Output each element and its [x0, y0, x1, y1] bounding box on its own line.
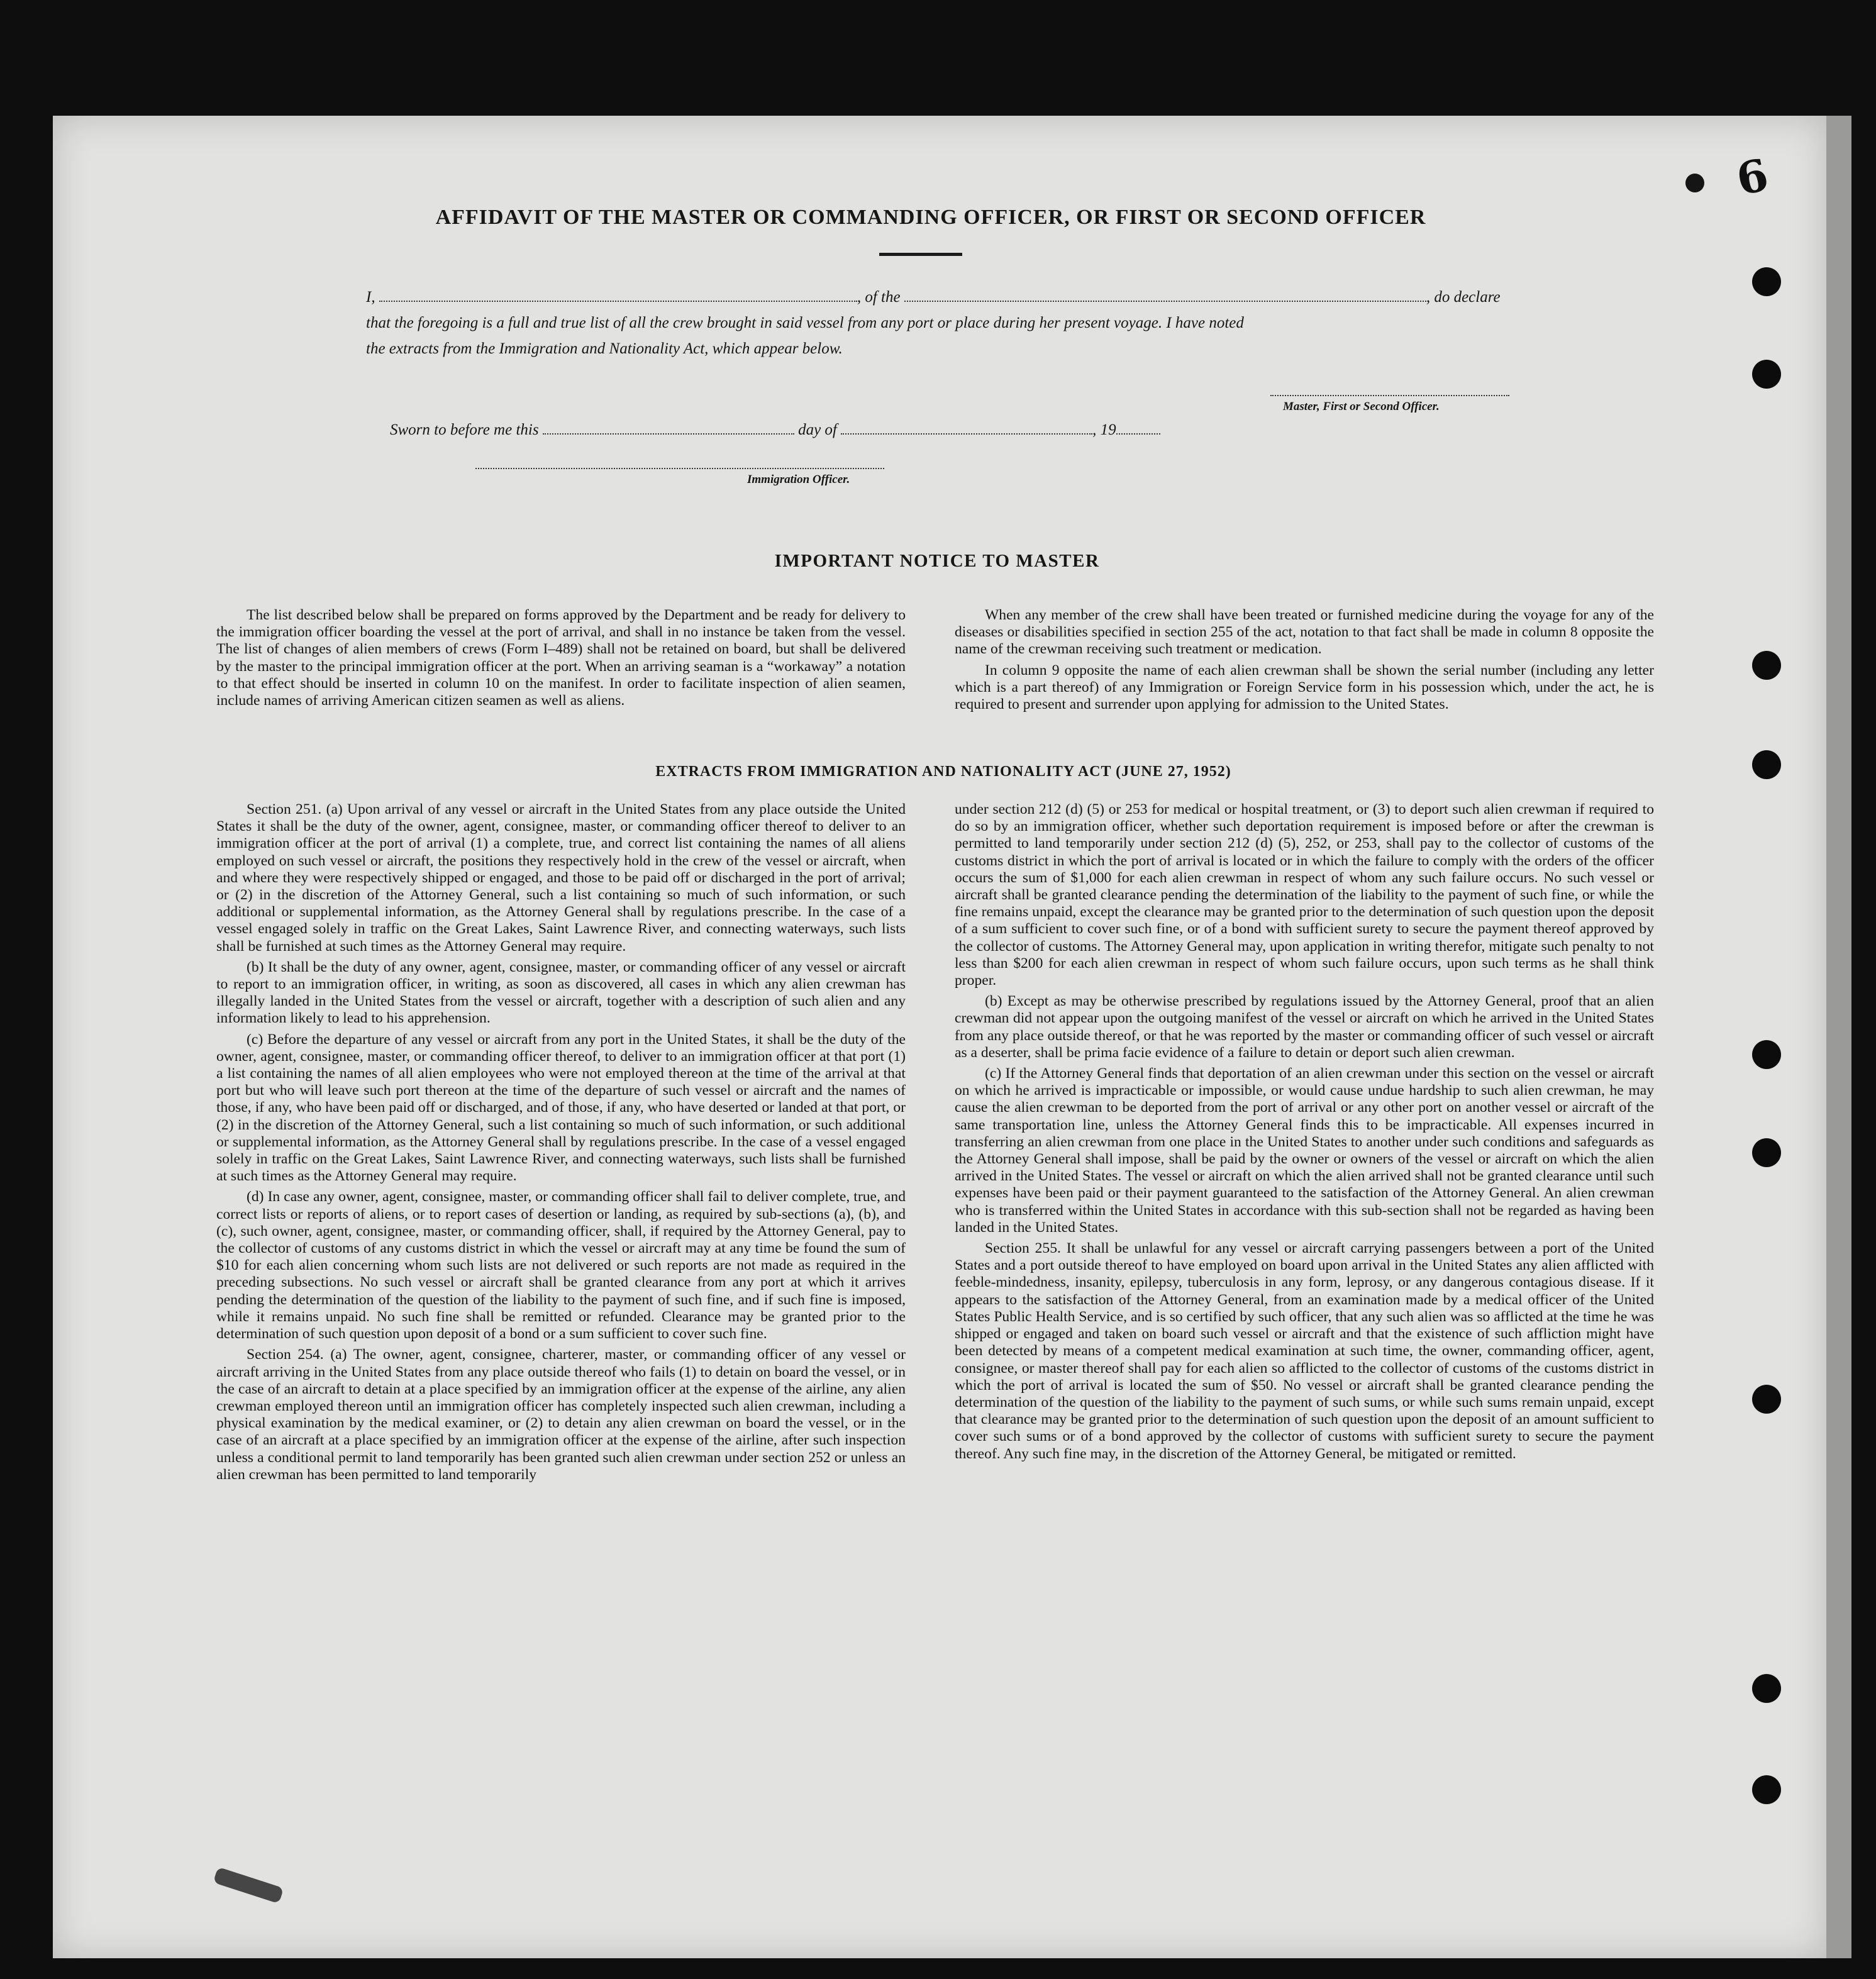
declaration-block — [366, 284, 1511, 362]
punch-hole-icon — [1752, 1775, 1781, 1804]
punch-hole-icon — [1752, 1138, 1781, 1167]
page-edge-strip — [1826, 116, 1851, 1958]
section-251-b: (b) It shall be the duty of any owner, agent, consignee, master, or commanding officer of any vessel or aircraft to report to an immigration officer, in writing, as soon as discovered, all cases in which any alien crewman has illegally landed in the United States from the vessel or aircraft, together with a description of such alien and any information likely to lead to his apprehension. — [216, 958, 906, 1027]
punch-hole-icon — [1752, 267, 1781, 296]
master-signature-field[interactable] — [1270, 395, 1509, 396]
sworn-month-field[interactable] — [841, 422, 1092, 435]
extracts-heading: EXTRACTS FROM IMMIGRATION AND NATIONALITY ACT (JUNE 27, 1952) — [655, 763, 1231, 780]
immigration-officer-signature-field[interactable] — [475, 468, 884, 469]
punch-hole-icon — [1752, 651, 1781, 680]
declaration-line-3: the extracts from the Immigration and Nationality Act, which appear below. — [366, 340, 843, 357]
do-declare-label: , do declare — [1426, 289, 1501, 306]
title-underline — [879, 253, 962, 256]
declaration-line-1 — [366, 284, 1511, 310]
punch-hole-icon — [1752, 360, 1781, 389]
ink-dot-icon — [1685, 174, 1704, 192]
handwritten-page-number: 6 — [1731, 148, 1773, 206]
declaration-line-2: that the foregoing is a full and true list of all the crew brought in said vessel from any port or place during her present voyage. I have noted — [366, 314, 1244, 331]
section-254-c: (c) If the Attorney General finds that deportation of an alien crewman under this section on the vessel or aircraft on which he arrived is impracticable or impossible, or would cause undue hardship to such alien crewman, he may cause the alien crewman to be deported from the port of arrival or any other port on another vessel or aircraft of the same transportation line, unless the Attorney General finds this to be impracticable. All expenses incurred in transferring an alien crewman from one place in the United States to another under such conditions and safeguards as the Attorney General shall impose, shall be paid by the owner or owners of the vessel or aircraft on which the alien arrived in the United States. The vessel or aircraft on which the alien arrived shall not be granted clearance until such expenses have been paid or their payment guaranteed to the satisfaction of the Attorney General. An alien crewman who is transferred within the United States in accordance with this sub-section shall not be regarded as having been landed in the United States. — [955, 1065, 1654, 1236]
punch-hole-icon — [1752, 1040, 1781, 1069]
declarant-name-field[interactable] — [379, 289, 857, 302]
notice-left-column — [216, 607, 906, 713]
sworn-year-field[interactable] — [1116, 422, 1160, 435]
section-251-a: Section 251. (a) Upon arrival of any vessel or aircraft in the United States from any place outside the United States it shall be the duty of the owner, agent, consignee, master, or commanding officer thereof to deliver to an immigration officer at the port of arrival (1) a complete, true, and correct list containing the names of all aliens employed on such vessel or aircraft, the positions they respectively hold in the crew of the vessel or aircraft, when and where they were respectively shipped or engaged, and those to be paid off or discharged in the port of arrival; or (2) in the discretion of the Attorney General, such a list containing so much of such information, or such additional or supplemental information, as the Attorney General shall by regulations prescribe. In the case of a vessel engaged solely in traffic on the Great Lakes, Saint Lawrence River, and connecting waterways, such lists shall be furnished at such times as the Attorney General may require. — [216, 801, 906, 955]
notice-right-column — [955, 607, 1654, 717]
year-prefix: , 19 — [1092, 421, 1116, 438]
immigration-officer-label: Immigration Officer. — [747, 473, 850, 486]
extracts-right-column — [955, 801, 1654, 1466]
sworn-prefix: Sworn to before me this — [390, 421, 539, 438]
master-signature-label: Master, First or Second Officer. — [1283, 400, 1440, 413]
day-of-label: day of — [798, 421, 837, 438]
punch-hole-icon — [1752, 750, 1781, 779]
notice-paragraph: In column 9 opposite the name of each alien crewman shall be shown the serial number (including any letter which is a part thereof) of any Immigration or Foreign Service form in his possession which, under the act, he is required to present and surrender upon applying for admission to the United States. — [955, 662, 1654, 713]
punch-hole-icon — [1752, 1385, 1781, 1414]
sworn-day-field[interactable] — [543, 422, 794, 435]
section-255: Section 255. It shall be unlawful for any vessel or aircraft carrying passengers between a port of the United States and a port outside thereof to have employed on board upon arrival in the United States any alien afflicted with feeble-mindedness, insanity, epilepsy, tuberculosis in any form, leprosy, or any dangerous contagious disease. If it appears to the satisfaction of the Attorney General, from an examination made by a medical officer of the United States Public Health Service, and is so certified by such officer, that any such alien was so afflicted at the time he was shipped or engaged and taken on board such vessel or aircraft and that the existence of such affliction might have been detected by means of a competent medical examination at such time, the owner, commanding officer, agent, consignee, or master thereof shall pay for each alien so afflicted to the collector of customs of the customs district in which the port of arrival is located the sum of $50. No vessel or aircraft shall be granted clearance pending the determination of the question of the liability to the payment of such sums, or while such sums remain unpaid, except that clearance may be granted prior to the determination of such question upon the deposit of an amount sufficient to cover such sums or of a bond approved by the collector of customs with sufficient surety to secure the payment thereof. Any such fine may, in the discretion of the Attorney General, be mitigated or remitted. — [955, 1240, 1654, 1462]
affidavit-title: AFFIDAVIT OF THE MASTER OR COMMANDING OFFICER, OR FIRST OR SECOND OFFICER — [435, 206, 1426, 229]
extracts-left-column — [216, 801, 906, 1487]
notice-paragraph: When any member of the crew shall have been treated or furnished medicine during the voyage for any of the diseases or disabilities specified in section 255 of the act, notation to that fact shall be made in column 8 opposite the name of the crewman receiving such treatment or medication. — [955, 607, 1654, 658]
section-254-b: (b) Except as may be otherwise prescribed by regulations issued by the Attorney General, proof that an alien crewman did not appear upon the outgoing manifest of the vessel or aircraft on which he arrived in the United States from any place outside thereof, or that he was reported by the master or commanding officer of such vessel or aircraft as a deserter, shall be prima facie evidence of a failure to detain or deport such alien crewman. — [955, 993, 1654, 1061]
punch-hole-icon — [1752, 1674, 1781, 1703]
section-251-c: (c) Before the departure of any vessel or aircraft from any port in the United States, it shall be the duty of the owner, agent, consignee, master, or commanding officer thereof, to deliver to an immigration officer at that port (1) a list containing the names of all alien employees who were not employed thereon at the time of the arrival at that port but who will leave such port thereon at the time of the departure of such vessel or aircraft and the names of those, if any, who have been paid off or discharged, and of those, if any, who have deserted or landed at that port, or (2) in the discretion of the Attorney General, such a list containing so much of such information, or such additional or supplemental information, as the Attorney General shall by regulations prescribe. In the case of a vessel engaged solely in traffic on the Great Lakes, Saint Lawrence River, and connecting waterways, such lists shall be furnished at such times as the Attorney General may require. — [216, 1031, 906, 1185]
notice-paragraph: The list described below shall be prepared on forms approved by the Department and be ready for delivery to the immigration officer boarding the vessel at the port of arrival, and shall in no instance be taken from the vessel. The list of changes of alien members of crews (Form I–489) shall not be retained on board, but shall be delivered by the master to the principal immigration officer at the port. When an arriving seaman is a “workaway” a notation to that effect should be inserted in column 10 on the manifest. In order to facilitate inspection of alien seamen, include names of arriving American citizen seamen as well as aliens. — [216, 607, 906, 709]
of-the-label: , of the — [857, 289, 901, 306]
notice-heading: IMPORTANT NOTICE TO MASTER — [774, 551, 1100, 571]
section-251-d: (d) In case any owner, agent, consignee, master, or commanding officer shall fail to deliver complete, true, and correct lists or reports of aliens, or to report cases of desertion or landing, as required by sub-sections (a), (b), and (c), such owner, agent, consignee, master, or commanding officer, shall, if required by the Attorney General, pay to the collector of customs of any customs district in which the vessel or aircraft may at any time be found the sum of $10 for each alien concerning whom such lists are not delivered or such reports are not made as required in the preceding subsections. No such vessel or aircraft shall be granted clearance from any port at which it arrives pending the determination of the question of the liability to the payment of such fine, and if such fine is imposed, while it remains unpaid. No such fine shall be remitted or refunded. Clearance may be granted prior to the determination of such question upon deposit of a bond or a sum sufficient to cover such fine. — [216, 1189, 906, 1343]
declarant-prefix: I, — [366, 289, 375, 306]
vessel-name-field[interactable] — [904, 289, 1426, 302]
section-254-a-continued: under section 212 (d) (5) or 253 for medical or hospital treatment, or (3) to deport such alien crewman if required to do so by an immigration officer, whether such deportation requirement is imposed before or after the crewman is permitted to land temporarily under section 212 (d) (5), 252, or 253, shall pay to the collector of customs of the customs district in which the port of arrival is located or in which the failure to comply with the orders of the officer occurs the sum of $1,000 for each alien crewman in respect of whom any such failure occurs. No such vessel or aircraft shall be granted clearance pending the determination of the liability to the payment of such fine, or while the fine remains unpaid, except the clearance may be granted prior to the determination of such question upon the deposit of a sum sufficient to cover such fine, or of a bond with sufficient surety to secure the payment thereof approved by the collector of customs. The Attorney General may, upon application in writing therefor, mitigate such penalty to not less than $200 for each alien crewman in respect of whom such failure occurs, upon such terms as he shall think proper. — [955, 801, 1654, 989]
section-254-a: Section 254. (a) The owner, agent, consignee, charterer, master, or commanding officer of any vessel or aircraft arriving in the United States from any place outside thereof who fails (1) to detain on board the vessel, or in the case of an aircraft to detain at a place specified by an immigration officer at the expense of the airline, any alien crewman employed thereon until an immigration officer has completely inspected such alien crewman, including a physical examination by the medical examiner, or (2) to detain any alien crewman on board the vessel, or in the case of an aircraft at a place specified by an immigration officer at the expense of the airline, after such inspection unless a conditional permit to land temporarily has been granted such alien crewman under section 252 or unless an alien crewman has been permitted to land temporarily — [216, 1346, 906, 1483]
sworn-line — [390, 421, 1160, 439]
